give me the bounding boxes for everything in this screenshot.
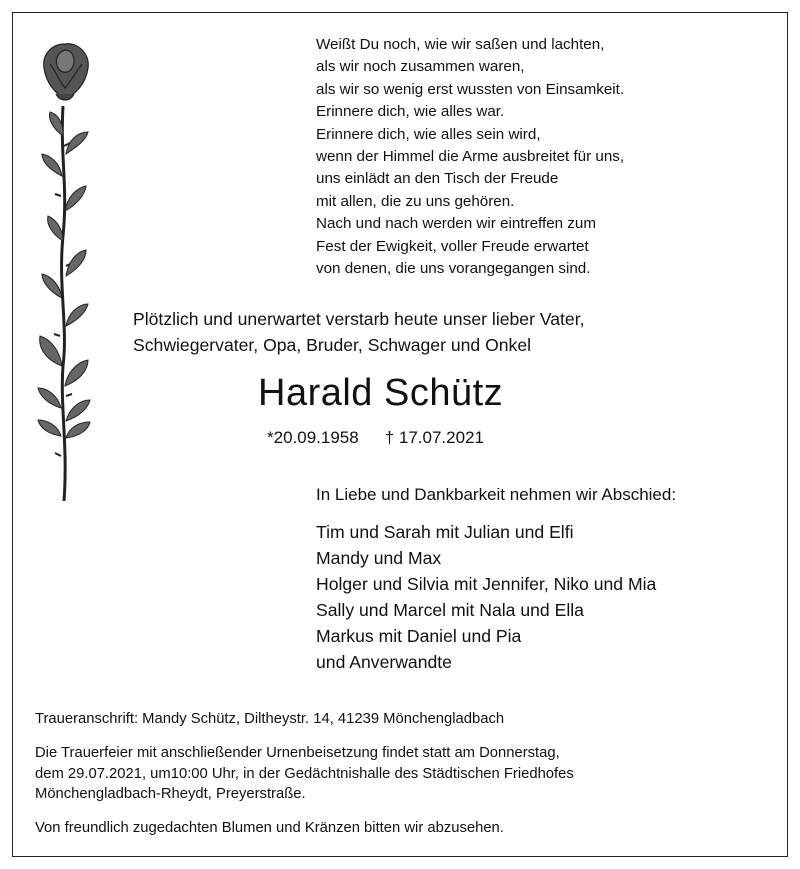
poem-line: mit allen, die zu uns gehören. — [316, 192, 515, 210]
ceremony-line: Die Trauerfeier mit anschließender Urnenbeisetzung findet statt am Donnerstag, — [35, 745, 560, 761]
mourner-entry: und Anverwandte — [316, 652, 452, 672]
address-line: Traueranschrift: Mandy Schütz, Diltheystr. 14, 41239 Mönchengladbach — [35, 711, 505, 727]
poem-line: uns einlädt an den Tisch der Freude — [316, 170, 559, 188]
poem-line: wenn der Himmel die Arme ausbreitet für uns, — [316, 148, 625, 166]
mourner-entry: Sally und Marcel mit Nala und Ella — [316, 600, 584, 620]
life-dates — [267, 428, 484, 448]
ceremony-line: dem 29.07.2021, um10:00 Uhr, in der Gedächtnishalle des Städtischen Friedhofes — [35, 765, 574, 782]
death-date: † 17.07.2021 — [384, 428, 484, 447]
announcement-line: Schwiegervater, Opa, Bruder, Schwager und Onkel — [133, 335, 532, 355]
mourning-address — [35, 709, 755, 730]
poem-line: Erinnere dich, wie alles war. — [316, 103, 505, 121]
poem-line: Nach und nach werden wir eintreffen zum — [316, 215, 596, 233]
poem-line: als wir so wenig erst wussten von Einsamkeit. — [316, 80, 625, 98]
poem-line: Erinnere dich, wie alles sein wird, — [316, 125, 541, 143]
farewell-line: In Liebe und Dankbarkeit nehmen wir Abschied: — [316, 485, 677, 504]
deceased-name: Harald Schütz — [258, 372, 504, 414]
poem-line: als wir noch zusammen waren, — [316, 58, 525, 76]
birth-date: *20.09.1958 — [267, 428, 359, 447]
ceremony-line: Mönchengladbach-Rheydt, Preyerstraße. — [35, 786, 306, 802]
announcement-line: Plötzlich und unerwartet verstarb heute unser lieber Vater, — [133, 309, 585, 329]
mourners-list — [316, 519, 656, 675]
poem-line: von denen, die uns vorangegangen sind. — [316, 260, 591, 278]
mourner-entry: Holger und Silvia mit Jennifer, Niko und Mia — [316, 574, 657, 594]
rose-icon — [30, 36, 100, 506]
flowers-note — [35, 818, 755, 839]
flowers-line: Von freundlich zugedachten Blumen und Kränzen bitten wir abzusehen. — [35, 820, 504, 836]
poem-line: Fest der Ewigkeit, voller Freude erwartet — [316, 237, 589, 255]
poem — [316, 34, 756, 280]
announcement-text — [133, 306, 753, 358]
mourner-entry: Markus mit Daniel und Pia — [316, 626, 522, 646]
poem-line: Weißt Du noch, wie wir saßen und lachten, — [316, 36, 605, 53]
ceremony-info — [35, 743, 755, 805]
mourner-entry: Tim und Sarah mit Julian und Elfi — [316, 522, 574, 542]
mourner-entry: Mandy und Max — [316, 548, 442, 568]
